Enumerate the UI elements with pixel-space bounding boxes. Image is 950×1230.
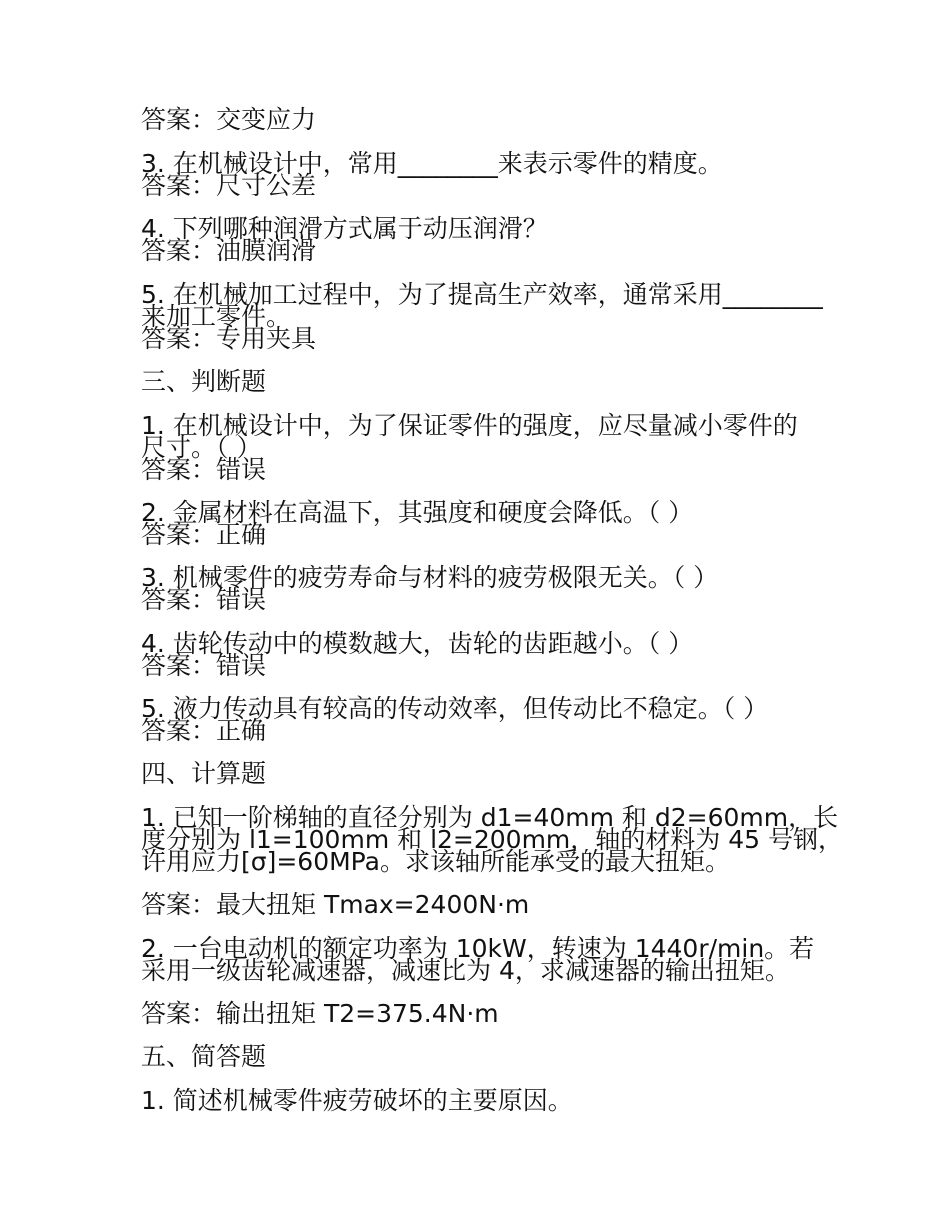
question-line: 3. 在机械设计中，常用________来表示零件的精度。 (141, 149, 723, 178)
answer-line: 答案：错误 (141, 455, 267, 484)
question-line: 5. 在机械加工过程中，为了提高生产效率，通常采用________ (141, 280, 823, 309)
section-heading: 五、简答题 (141, 1042, 267, 1071)
question-line: 3. 机械零件的疲劳寿命与材料的疲劳极限无关。（ ） (141, 563, 719, 592)
question-line-continued: 采用一级齿轮减速器，减速比为 4，求减速器的输出扭矩。 (141, 956, 790, 985)
answer-line: 答案：交变应力 (141, 105, 317, 134)
question-line: 1. 已知一阶梯轴的直径分别为 d1=40mm 和 d2=60mm，长 (141, 803, 839, 832)
answer-line: 答案：正确 (141, 716, 267, 745)
question-line: 2. 金属材料在高温下，其强度和硬度会降低。（ ） (141, 498, 694, 527)
question-line-continued: 来加工零件。 (141, 302, 292, 331)
answer-line: 答案：尺寸公差 (141, 171, 317, 200)
answer-line: 答案：错误 (141, 585, 267, 614)
section-heading: 四、计算题 (141, 759, 267, 788)
answer-line: 答案：正确 (141, 520, 267, 549)
question-line: 5. 液力传动具有较高的传动效率，但传动比不稳定。（ ） (141, 694, 769, 723)
question-line-continued: 度分别为 l1=100mm 和 l2=200mm，轴的材料为 45 号钢， (141, 825, 843, 854)
answer-line: 答案：输出扭矩 T2=375.4N·m (141, 999, 499, 1028)
section-heading: 三、判断题 (141, 367, 267, 396)
answer-line: 答案：最大扭矩 Tmax=2400N·m (141, 890, 530, 919)
question-line: 2. 一台电动机的额定功率为 10kW，转速为 1440r/min。若 (141, 934, 815, 963)
question-line: 4. 齿轮传动中的模数越大，齿轮的齿距越小。（ ） (141, 629, 694, 658)
question-line: 1. 在机械设计中，为了保证零件的强度，应尽量减小零件的 (141, 411, 798, 440)
answer-line: 答案：油膜润滑 (141, 236, 317, 265)
question-line-continued: 尺寸。（ ） (141, 433, 262, 462)
question-line: 4. 下列哪种润滑方式属于动压润滑？ (141, 214, 548, 243)
answer-line: 答案：错误 (141, 651, 267, 680)
question-line: 1. 简述机械零件疲劳破坏的主要原因。 (141, 1086, 573, 1115)
question-line-continued: 许用应力[σ]=60MPa。求该轴所能承受的最大扭矩。 (141, 847, 730, 876)
answer-line: 答案：专用夹具 (141, 324, 317, 353)
